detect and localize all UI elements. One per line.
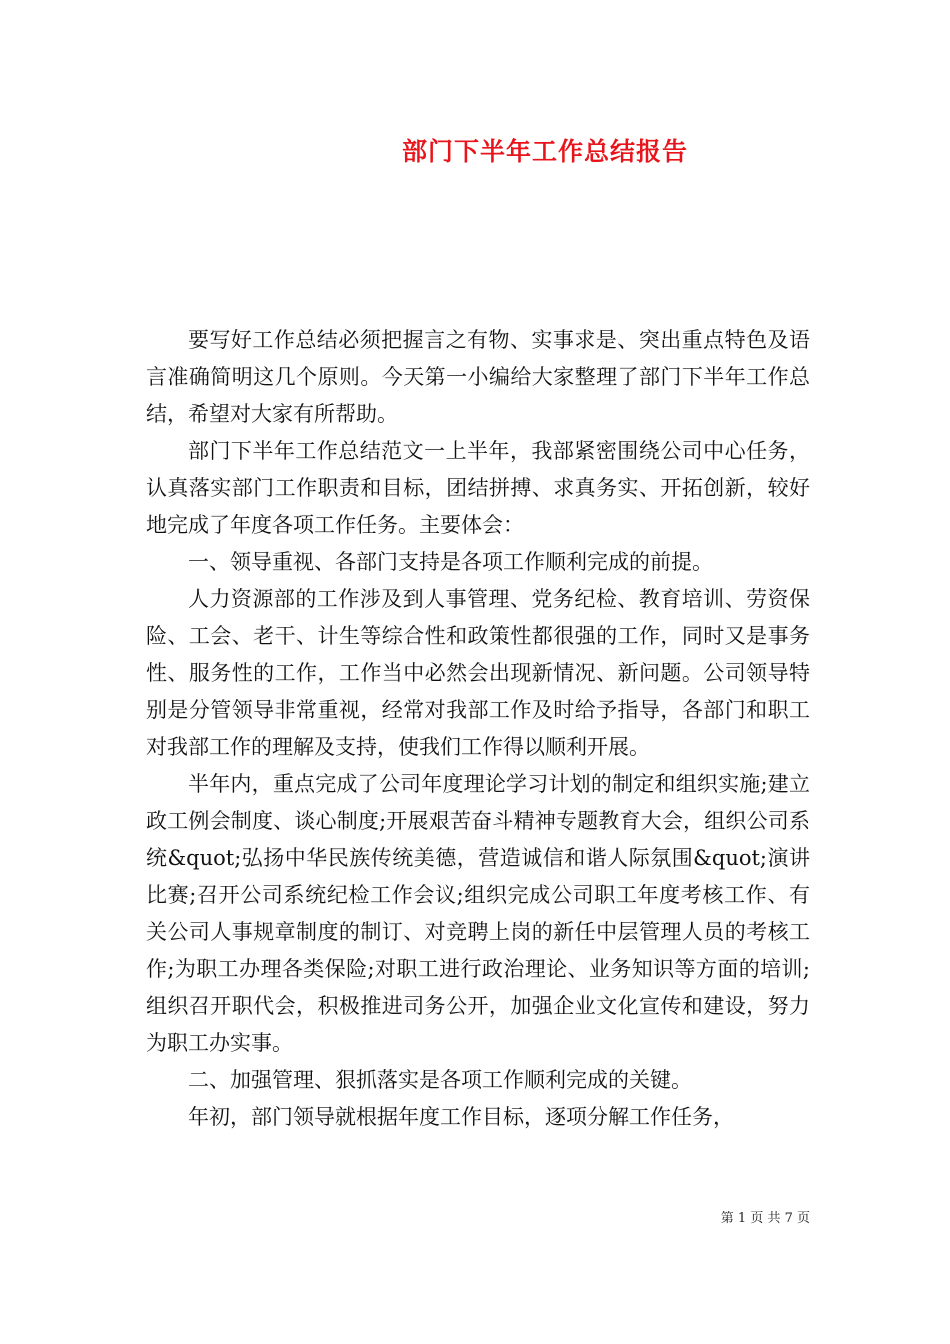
paragraph: 年初，部门领导就根据年度工作目标，逐项分解工作任务， xyxy=(188,1105,734,1129)
paragraph: 部门下半年工作总结范文一上半年，我部紧密围绕公司中心任务，认真落实部门工作职责和目标，团结拼搏、求真务实、开拓创新，较好地完成了年度各项工作任务。主要体会： xyxy=(146,439,810,537)
document-body xyxy=(146,322,810,1136)
document-title: 部门下半年工作总结报告 xyxy=(401,137,688,166)
paragraph: 一、领导重视、各部门支持是各项工作顺利完成的前提。 xyxy=(188,550,713,574)
paragraph: 要写好工作总结必须把握言之有物、实事求是、突出重点特色及语言准确简明这几个原则。今天第一小编给大家整理了部门下半年工作总结，希望对大家有所帮助。 xyxy=(146,328,810,426)
paragraph: 半年内，重点完成了公司年度理论学习计划的制定和组织实施;建立政工例会制度、谈心制度;开展艰苦奋斗精神专题教育大会，组织公司系统&quot;弘扬中华民族传统美德，营造诚信和谐人际氛围&quot;演讲比赛;召开公司系统纪检工作会议;组织完成公司职工年度考核工作、有关公司人事规章制度的制订、对竞聘上岗的新任中层管理人员的考核工作;为职工办理各类保险;对职工进行政治理论、业务知识等方面的培训;组织召开职代会，积极推进司务公开，加强企业文化宣传和建设，努力为职工办实事。 xyxy=(146,772,810,1055)
page-number-footer: 第 1 页 共 7 页 xyxy=(720,1211,810,1226)
paragraph: 二、加强管理、狠抓落实是各项工作顺利完成的关键。 xyxy=(188,1068,692,1092)
paragraph: 人力资源部的工作涉及到人事管理、党务纪检、教育培训、劳资保险、工会、老干、计生等综合性和政策性都很强的工作，同时又是事务性、服务性的工作，工作当中必然会出现新情况、新问题。公司领导特别是分管领导非常重视，经常对我部工作及时给予指导，各部门和职工对我部工作的理解及支持，使我们工作得以顺利开展。 xyxy=(146,587,810,759)
